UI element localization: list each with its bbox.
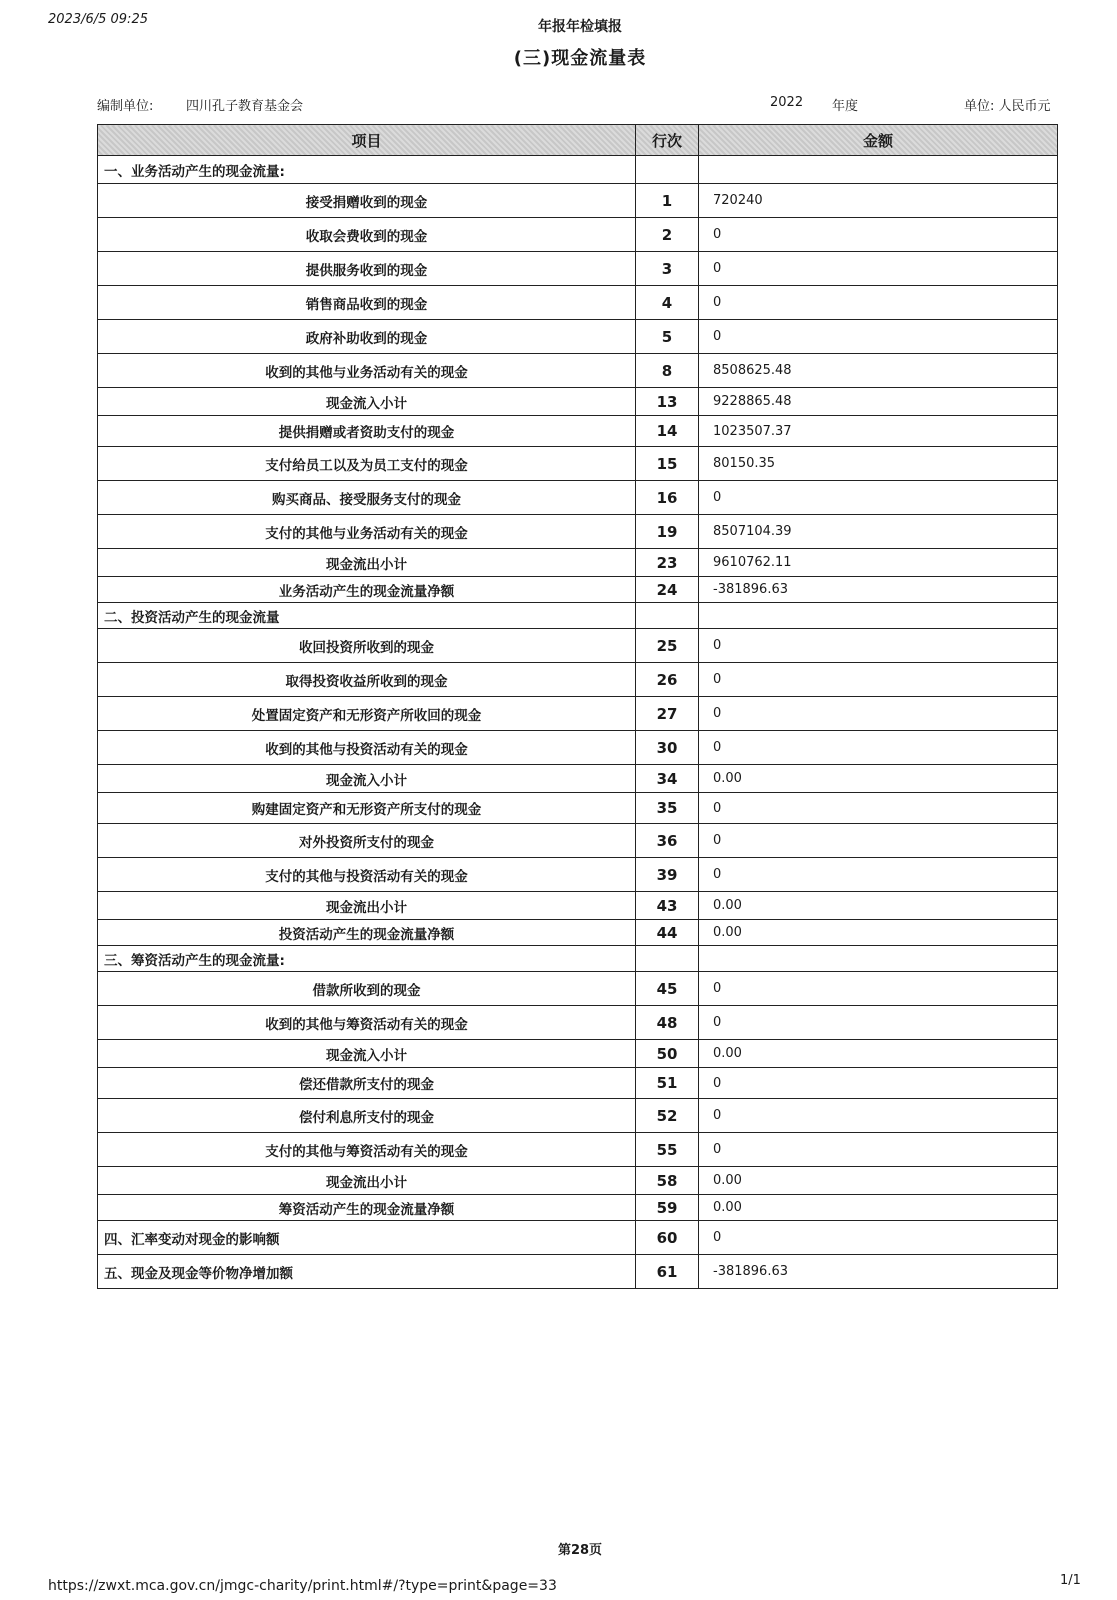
page-number: 第28页 xyxy=(557,1543,603,1558)
row-line-number xyxy=(636,946,699,972)
row-line-number: 23 xyxy=(636,549,699,577)
row-item: 现金流出小计 xyxy=(98,549,636,577)
row-line-number: 2 xyxy=(636,218,699,252)
row-amount: 8507104.39 xyxy=(699,515,1058,549)
row-item: 四、汇率变动对现金的影响额 xyxy=(98,1221,636,1255)
table-row xyxy=(98,577,1058,603)
row-item: 支付的其他与投资活动有关的现金 xyxy=(98,858,636,892)
row-item: 支付给员工以及为员工支付的现金 xyxy=(98,447,636,481)
row-line-number: 8 xyxy=(636,354,699,388)
table-row xyxy=(98,824,1058,858)
table-row xyxy=(98,765,1058,793)
row-item: 收回投资所收到的现金 xyxy=(98,629,636,663)
row-line-number: 44 xyxy=(636,920,699,946)
currency-unit: 单位: 人民币元 xyxy=(964,99,1051,114)
print-timestamp: 2023/6/5 09:25 xyxy=(48,12,148,27)
row-amount: 0 xyxy=(699,1068,1058,1099)
row-amount: 0 xyxy=(699,252,1058,286)
table-row xyxy=(98,286,1058,320)
row-line-number: 19 xyxy=(636,515,699,549)
row-item: 政府补助收到的现金 xyxy=(98,320,636,354)
table-row xyxy=(98,920,1058,946)
table-row xyxy=(98,252,1058,286)
row-amount: 0 xyxy=(699,731,1058,765)
row-line-number: 24 xyxy=(636,577,699,603)
table-row xyxy=(98,1195,1058,1221)
row-amount: 0.00 xyxy=(699,1040,1058,1068)
table-row xyxy=(98,663,1058,697)
row-item: 投资活动产生的现金流量净额 xyxy=(98,920,636,946)
row-item: 处置固定资产和无形资产所收回的现金 xyxy=(98,697,636,731)
row-line-number: 61 xyxy=(636,1255,699,1289)
row-item: 购建固定资产和无形资产所支付的现金 xyxy=(98,793,636,824)
table-row xyxy=(98,1099,1058,1133)
row-amount: 0 xyxy=(699,793,1058,824)
row-line-number: 58 xyxy=(636,1167,699,1195)
row-amount: 0 xyxy=(699,1006,1058,1040)
row-item: 业务活动产生的现金流量净额 xyxy=(98,577,636,603)
row-item: 现金流出小计 xyxy=(98,892,636,920)
row-amount xyxy=(699,946,1058,972)
table-row xyxy=(98,388,1058,416)
row-amount: 0 xyxy=(699,1133,1058,1167)
row-amount: 0 xyxy=(699,663,1058,697)
row-amount: 0 xyxy=(699,1099,1058,1133)
row-line-number: 14 xyxy=(636,416,699,447)
section-row xyxy=(98,156,1058,184)
table-row xyxy=(98,320,1058,354)
row-item: 销售商品收到的现金 xyxy=(98,286,636,320)
row-item: 收到的其他与筹资活动有关的现金 xyxy=(98,1006,636,1040)
row-line-number: 15 xyxy=(636,447,699,481)
row-amount: 9228865.48 xyxy=(699,388,1058,416)
table-row xyxy=(98,1068,1058,1099)
row-item: 现金流入小计 xyxy=(98,388,636,416)
row-amount: 0 xyxy=(699,1221,1058,1255)
row-item: 偿付利息所支付的现金 xyxy=(98,1099,636,1133)
row-line-number: 34 xyxy=(636,765,699,793)
table-row xyxy=(98,858,1058,892)
row-amount: -381896.63 xyxy=(699,1255,1058,1289)
row-line-number: 60 xyxy=(636,1221,699,1255)
row-amount: 9610762.11 xyxy=(699,549,1058,577)
row-amount: -381896.63 xyxy=(699,577,1058,603)
row-line-number: 27 xyxy=(636,697,699,731)
row-line-number xyxy=(636,156,699,184)
document-title: (三)现金流量表 xyxy=(513,48,647,69)
row-amount xyxy=(699,603,1058,629)
table-row xyxy=(98,1133,1058,1167)
print-url: https://zwxt.mca.gov.cn/jmgc-charity/print.html#/?type=print&page=33 xyxy=(48,1578,557,1594)
row-item: 提供服务收到的现金 xyxy=(98,252,636,286)
row-item: 收到的其他与业务活动有关的现金 xyxy=(98,354,636,388)
row-line-number: 55 xyxy=(636,1133,699,1167)
row-item: 五、现金及现金等价物净增加额 xyxy=(98,1255,636,1289)
table-row xyxy=(98,892,1058,920)
row-amount xyxy=(699,156,1058,184)
header-line: 行次 xyxy=(636,125,699,156)
table-row xyxy=(98,697,1058,731)
page-count: 1/1 xyxy=(1060,1573,1081,1588)
row-item: 偿还借款所支付的现金 xyxy=(98,1068,636,1099)
table-row xyxy=(98,515,1058,549)
row-item: 购买商品、接受服务支付的现金 xyxy=(98,481,636,515)
row-item: 借款所收到的现金 xyxy=(98,972,636,1006)
table-row xyxy=(98,793,1058,824)
row-item: 对外投资所支付的现金 xyxy=(98,824,636,858)
year-label: 年度 xyxy=(832,99,859,114)
row-item: 现金流入小计 xyxy=(98,765,636,793)
row-amount: 0.00 xyxy=(699,892,1058,920)
row-amount: 0 xyxy=(699,858,1058,892)
table-row xyxy=(98,1167,1058,1195)
org-label: 编制单位: xyxy=(97,99,154,114)
row-amount: 0.00 xyxy=(699,1167,1058,1195)
row-line-number: 43 xyxy=(636,892,699,920)
section-row xyxy=(98,946,1058,972)
table-header-row xyxy=(98,125,1058,156)
row-amount: 0.00 xyxy=(699,920,1058,946)
table-row xyxy=(98,416,1058,447)
row-line-number: 13 xyxy=(636,388,699,416)
row-line-number: 45 xyxy=(636,972,699,1006)
table-body xyxy=(98,156,1058,1289)
row-line-number: 26 xyxy=(636,663,699,697)
table-row xyxy=(98,1040,1058,1068)
row-amount: 1023507.37 xyxy=(699,416,1058,447)
org-name: 四川孔子教育基金会 xyxy=(186,99,304,114)
row-amount: 8508625.48 xyxy=(699,354,1058,388)
table-row xyxy=(98,481,1058,515)
row-line-number: 3 xyxy=(636,252,699,286)
row-amount: 0 xyxy=(699,286,1058,320)
row-item: 接受捐赠收到的现金 xyxy=(98,184,636,218)
row-amount: 0 xyxy=(699,481,1058,515)
row-item: 收到的其他与投资活动有关的现金 xyxy=(98,731,636,765)
row-item: 筹资活动产生的现金流量净额 xyxy=(98,1195,636,1221)
row-line-number: 5 xyxy=(636,320,699,354)
row-item: 三、筹资活动产生的现金流量: xyxy=(98,946,636,972)
table-row xyxy=(98,549,1058,577)
row-amount: 80150.35 xyxy=(699,447,1058,481)
report-year: 2022 xyxy=(770,95,804,110)
row-line-number: 35 xyxy=(636,793,699,824)
row-line-number: 59 xyxy=(636,1195,699,1221)
row-amount: 0 xyxy=(699,972,1058,1006)
row-line-number: 30 xyxy=(636,731,699,765)
row-amount: 0 xyxy=(699,824,1058,858)
row-line-number: 1 xyxy=(636,184,699,218)
row-line-number: 36 xyxy=(636,824,699,858)
row-line-number: 51 xyxy=(636,1068,699,1099)
row-amount: 0 xyxy=(699,218,1058,252)
row-line-number: 50 xyxy=(636,1040,699,1068)
table-row xyxy=(98,447,1058,481)
row-line-number: 52 xyxy=(636,1099,699,1133)
row-amount: 0 xyxy=(699,629,1058,663)
row-item: 二、投资活动产生的现金流量 xyxy=(98,603,636,629)
row-item: 提供捐赠或者资助支付的现金 xyxy=(98,416,636,447)
cash-flow-table xyxy=(97,124,1058,1289)
row-item: 支付的其他与业务活动有关的现金 xyxy=(98,515,636,549)
section-row xyxy=(98,1221,1058,1255)
table-row xyxy=(98,218,1058,252)
row-item: 收取会费收到的现金 xyxy=(98,218,636,252)
table-row xyxy=(98,184,1058,218)
row-line-number: 39 xyxy=(636,858,699,892)
header-amount: 金额 xyxy=(699,125,1058,156)
table-row xyxy=(98,731,1058,765)
print-header-title: 年报年检填报 xyxy=(538,19,622,35)
table-row xyxy=(98,354,1058,388)
row-amount: 0.00 xyxy=(699,765,1058,793)
row-item: 现金流出小计 xyxy=(98,1167,636,1195)
section-row xyxy=(98,1255,1058,1289)
row-item: 支付的其他与筹资活动有关的现金 xyxy=(98,1133,636,1167)
row-line-number xyxy=(636,603,699,629)
row-amount: 720240 xyxy=(699,184,1058,218)
row-item: 现金流入小计 xyxy=(98,1040,636,1068)
row-amount: 0.00 xyxy=(699,1195,1058,1221)
header-item: 项目 xyxy=(98,125,636,156)
row-item: 取得投资收益所收到的现金 xyxy=(98,663,636,697)
row-line-number: 4 xyxy=(636,286,699,320)
row-line-number: 25 xyxy=(636,629,699,663)
row-line-number: 48 xyxy=(636,1006,699,1040)
row-amount: 0 xyxy=(699,697,1058,731)
row-amount: 0 xyxy=(699,320,1058,354)
table-row xyxy=(98,1006,1058,1040)
row-item: 一、业务活动产生的现金流量: xyxy=(98,156,636,184)
table-row xyxy=(98,972,1058,1006)
table-row xyxy=(98,629,1058,663)
row-line-number: 16 xyxy=(636,481,699,515)
section-row xyxy=(98,603,1058,629)
